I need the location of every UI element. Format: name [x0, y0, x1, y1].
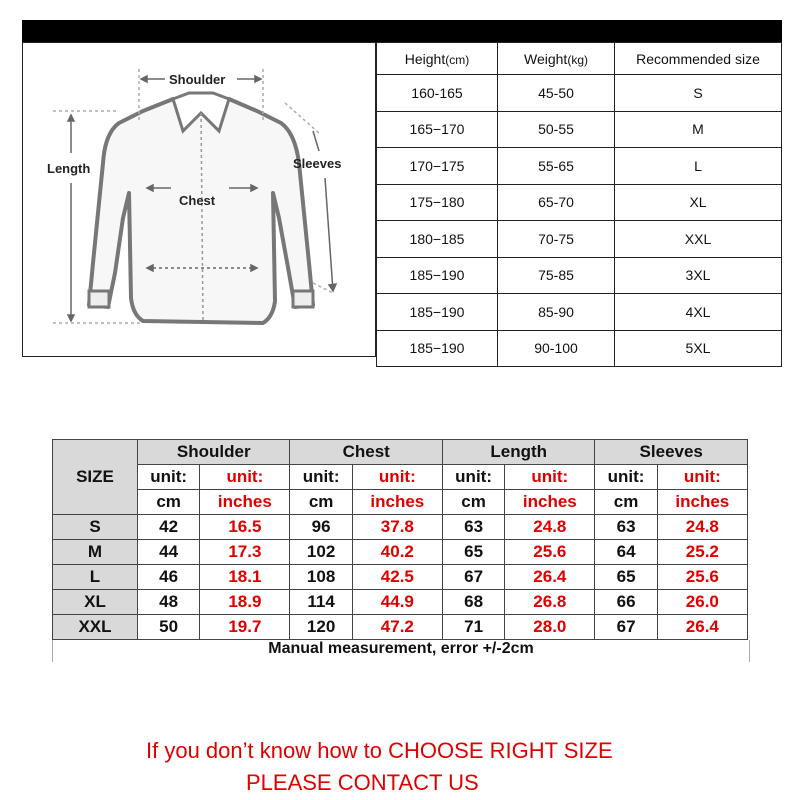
- recommended-size-cell: L: [615, 148, 782, 185]
- inches-cell: 16.5: [200, 515, 290, 540]
- height-header: Height(cm): [377, 43, 498, 75]
- size-row: [53, 590, 748, 615]
- recommended-size-cell: S: [615, 75, 782, 112]
- recommended-row: [377, 257, 782, 294]
- inches-cell: 28.0: [505, 615, 595, 640]
- length-header: Length: [442, 440, 594, 465]
- size-name-cell: L: [53, 565, 138, 590]
- recommended-row: [377, 75, 782, 112]
- inches-cell: 25.6: [657, 565, 747, 590]
- size-row: [53, 515, 748, 540]
- size-name-cell: S: [53, 515, 138, 540]
- inches-cell: 40.2: [352, 540, 442, 565]
- recommended-size-cell: XXL: [615, 221, 782, 258]
- cm-cell: 65: [442, 540, 504, 565]
- cm-cell: 48: [138, 590, 200, 615]
- height-cell: 165−170: [377, 111, 498, 148]
- weight-cell: 75-85: [498, 257, 615, 294]
- cm-cell: 44: [138, 540, 200, 565]
- height-cell: 180−185: [377, 221, 498, 258]
- unit-value-cm: cm: [290, 490, 352, 515]
- cm-cell: 68: [442, 590, 504, 615]
- size-row: [53, 615, 748, 640]
- inches-cell: 44.9: [352, 590, 442, 615]
- inches-cell: 25.2: [657, 540, 747, 565]
- cm-cell: 42: [138, 515, 200, 540]
- recommended-row: [377, 148, 782, 185]
- inches-cell: 17.3: [200, 540, 290, 565]
- unit-label-in: unit:: [505, 465, 595, 490]
- recommended-size-cell: M: [615, 111, 782, 148]
- chest-label: Chest: [179, 193, 216, 208]
- recommended-size-cell: 4XL: [615, 294, 782, 331]
- cm-cell: 120: [290, 615, 352, 640]
- weight-cell: 85-90: [498, 294, 615, 331]
- recommended-size-table: [376, 42, 782, 367]
- recommended-row: [377, 294, 782, 331]
- cm-cell: 46: [138, 565, 200, 590]
- cm-cell: 108: [290, 565, 352, 590]
- size-name-cell: XXL: [53, 615, 138, 640]
- measurement-diagram: [22, 42, 376, 357]
- inches-cell: 42.5: [352, 565, 442, 590]
- weight-cell: 65-70: [498, 184, 615, 221]
- contact-line-2: PLEASE CONTACT US: [246, 770, 479, 795]
- inches-cell: 26.4: [657, 615, 747, 640]
- unit-value-cm: cm: [442, 490, 504, 515]
- recommended-row: [377, 111, 782, 148]
- size-measurement-table: [52, 439, 748, 640]
- unit-label-cm: unit:: [138, 465, 200, 490]
- recommended-row: [377, 221, 782, 258]
- cm-cell: 63: [595, 515, 657, 540]
- height-cell: 170−175: [377, 148, 498, 185]
- recommended-size-cell: 3XL: [615, 257, 782, 294]
- cm-cell: 50: [138, 615, 200, 640]
- weight-cell: 55-65: [498, 148, 615, 185]
- inches-cell: 18.1: [200, 565, 290, 590]
- size-row: [53, 565, 748, 590]
- cm-cell: 114: [290, 590, 352, 615]
- cm-cell: 102: [290, 540, 352, 565]
- inches-cell: 26.0: [657, 590, 747, 615]
- weight-header: Weight(kg): [498, 43, 615, 75]
- weight-cell: 90-100: [498, 330, 615, 367]
- unit-value-row: [53, 490, 748, 515]
- unit-label-cm: unit:: [290, 465, 352, 490]
- cm-cell: 63: [442, 515, 504, 540]
- shoulder-header: Shoulder: [138, 440, 290, 465]
- measurement-note: Manual measurement, error +/-2cm: [52, 640, 750, 662]
- cm-cell: 71: [442, 615, 504, 640]
- group-header-row: [53, 440, 748, 465]
- recommended-size-header: Recommended size: [615, 43, 782, 75]
- height-cell: 175−180: [377, 184, 498, 221]
- size-row: [53, 540, 748, 565]
- recommended-header-row: [377, 43, 782, 75]
- unit-label-in: unit:: [352, 465, 442, 490]
- size-name-cell: XL: [53, 590, 138, 615]
- weight-cell: 70-75: [498, 221, 615, 258]
- unit-value-in: inches: [352, 490, 442, 515]
- inches-cell: 37.8: [352, 515, 442, 540]
- height-cell: 185−190: [377, 294, 498, 331]
- cm-cell: 67: [595, 615, 657, 640]
- inches-cell: 26.4: [505, 565, 595, 590]
- cm-cell: 65: [595, 565, 657, 590]
- recommended-row: [377, 330, 782, 367]
- shoulder-label: Shoulder: [169, 72, 226, 87]
- unit-label-in: unit:: [200, 465, 290, 490]
- unit-value-in: inches: [200, 490, 290, 515]
- unit-label-cm: unit:: [595, 465, 657, 490]
- unit-label-cm: unit:: [442, 465, 504, 490]
- inches-cell: 25.6: [505, 540, 595, 565]
- weight-cell: 50-55: [498, 111, 615, 148]
- top-black-bar: [22, 20, 782, 42]
- chest-header: Chest: [290, 440, 442, 465]
- sleeves-header: Sleeves: [595, 440, 748, 465]
- inches-cell: 19.7: [200, 615, 290, 640]
- inches-cell: 24.8: [505, 515, 595, 540]
- unit-value-in: inches: [505, 490, 595, 515]
- unit-label-row: [53, 465, 748, 490]
- sleeves-label: Sleeves: [293, 156, 342, 171]
- contact-line-1: If you don’t know how to CHOOSE RIGHT SIZE: [146, 738, 613, 763]
- recommended-size-cell: 5XL: [615, 330, 782, 367]
- size-name-cell: M: [53, 540, 138, 565]
- inches-cell: 24.8: [657, 515, 747, 540]
- height-cell: 185−190: [377, 330, 498, 367]
- cm-cell: 64: [595, 540, 657, 565]
- recommended-row: [377, 184, 782, 221]
- inches-cell: 18.9: [200, 590, 290, 615]
- unit-value-cm: cm: [138, 490, 200, 515]
- cm-cell: 66: [595, 590, 657, 615]
- cm-cell: 96: [290, 515, 352, 540]
- length-label: Length: [47, 161, 91, 176]
- unit-value-in: inches: [657, 490, 747, 515]
- inches-cell: 47.2: [352, 615, 442, 640]
- height-cell: 160-165: [377, 75, 498, 112]
- size-header: SIZE: [53, 440, 138, 515]
- cm-cell: 67: [442, 565, 504, 590]
- unit-label-in: unit:: [657, 465, 747, 490]
- unit-value-cm: cm: [595, 490, 657, 515]
- inches-cell: 26.8: [505, 590, 595, 615]
- height-cell: 185−190: [377, 257, 498, 294]
- recommended-size-cell: XL: [615, 184, 782, 221]
- weight-cell: 45-50: [498, 75, 615, 112]
